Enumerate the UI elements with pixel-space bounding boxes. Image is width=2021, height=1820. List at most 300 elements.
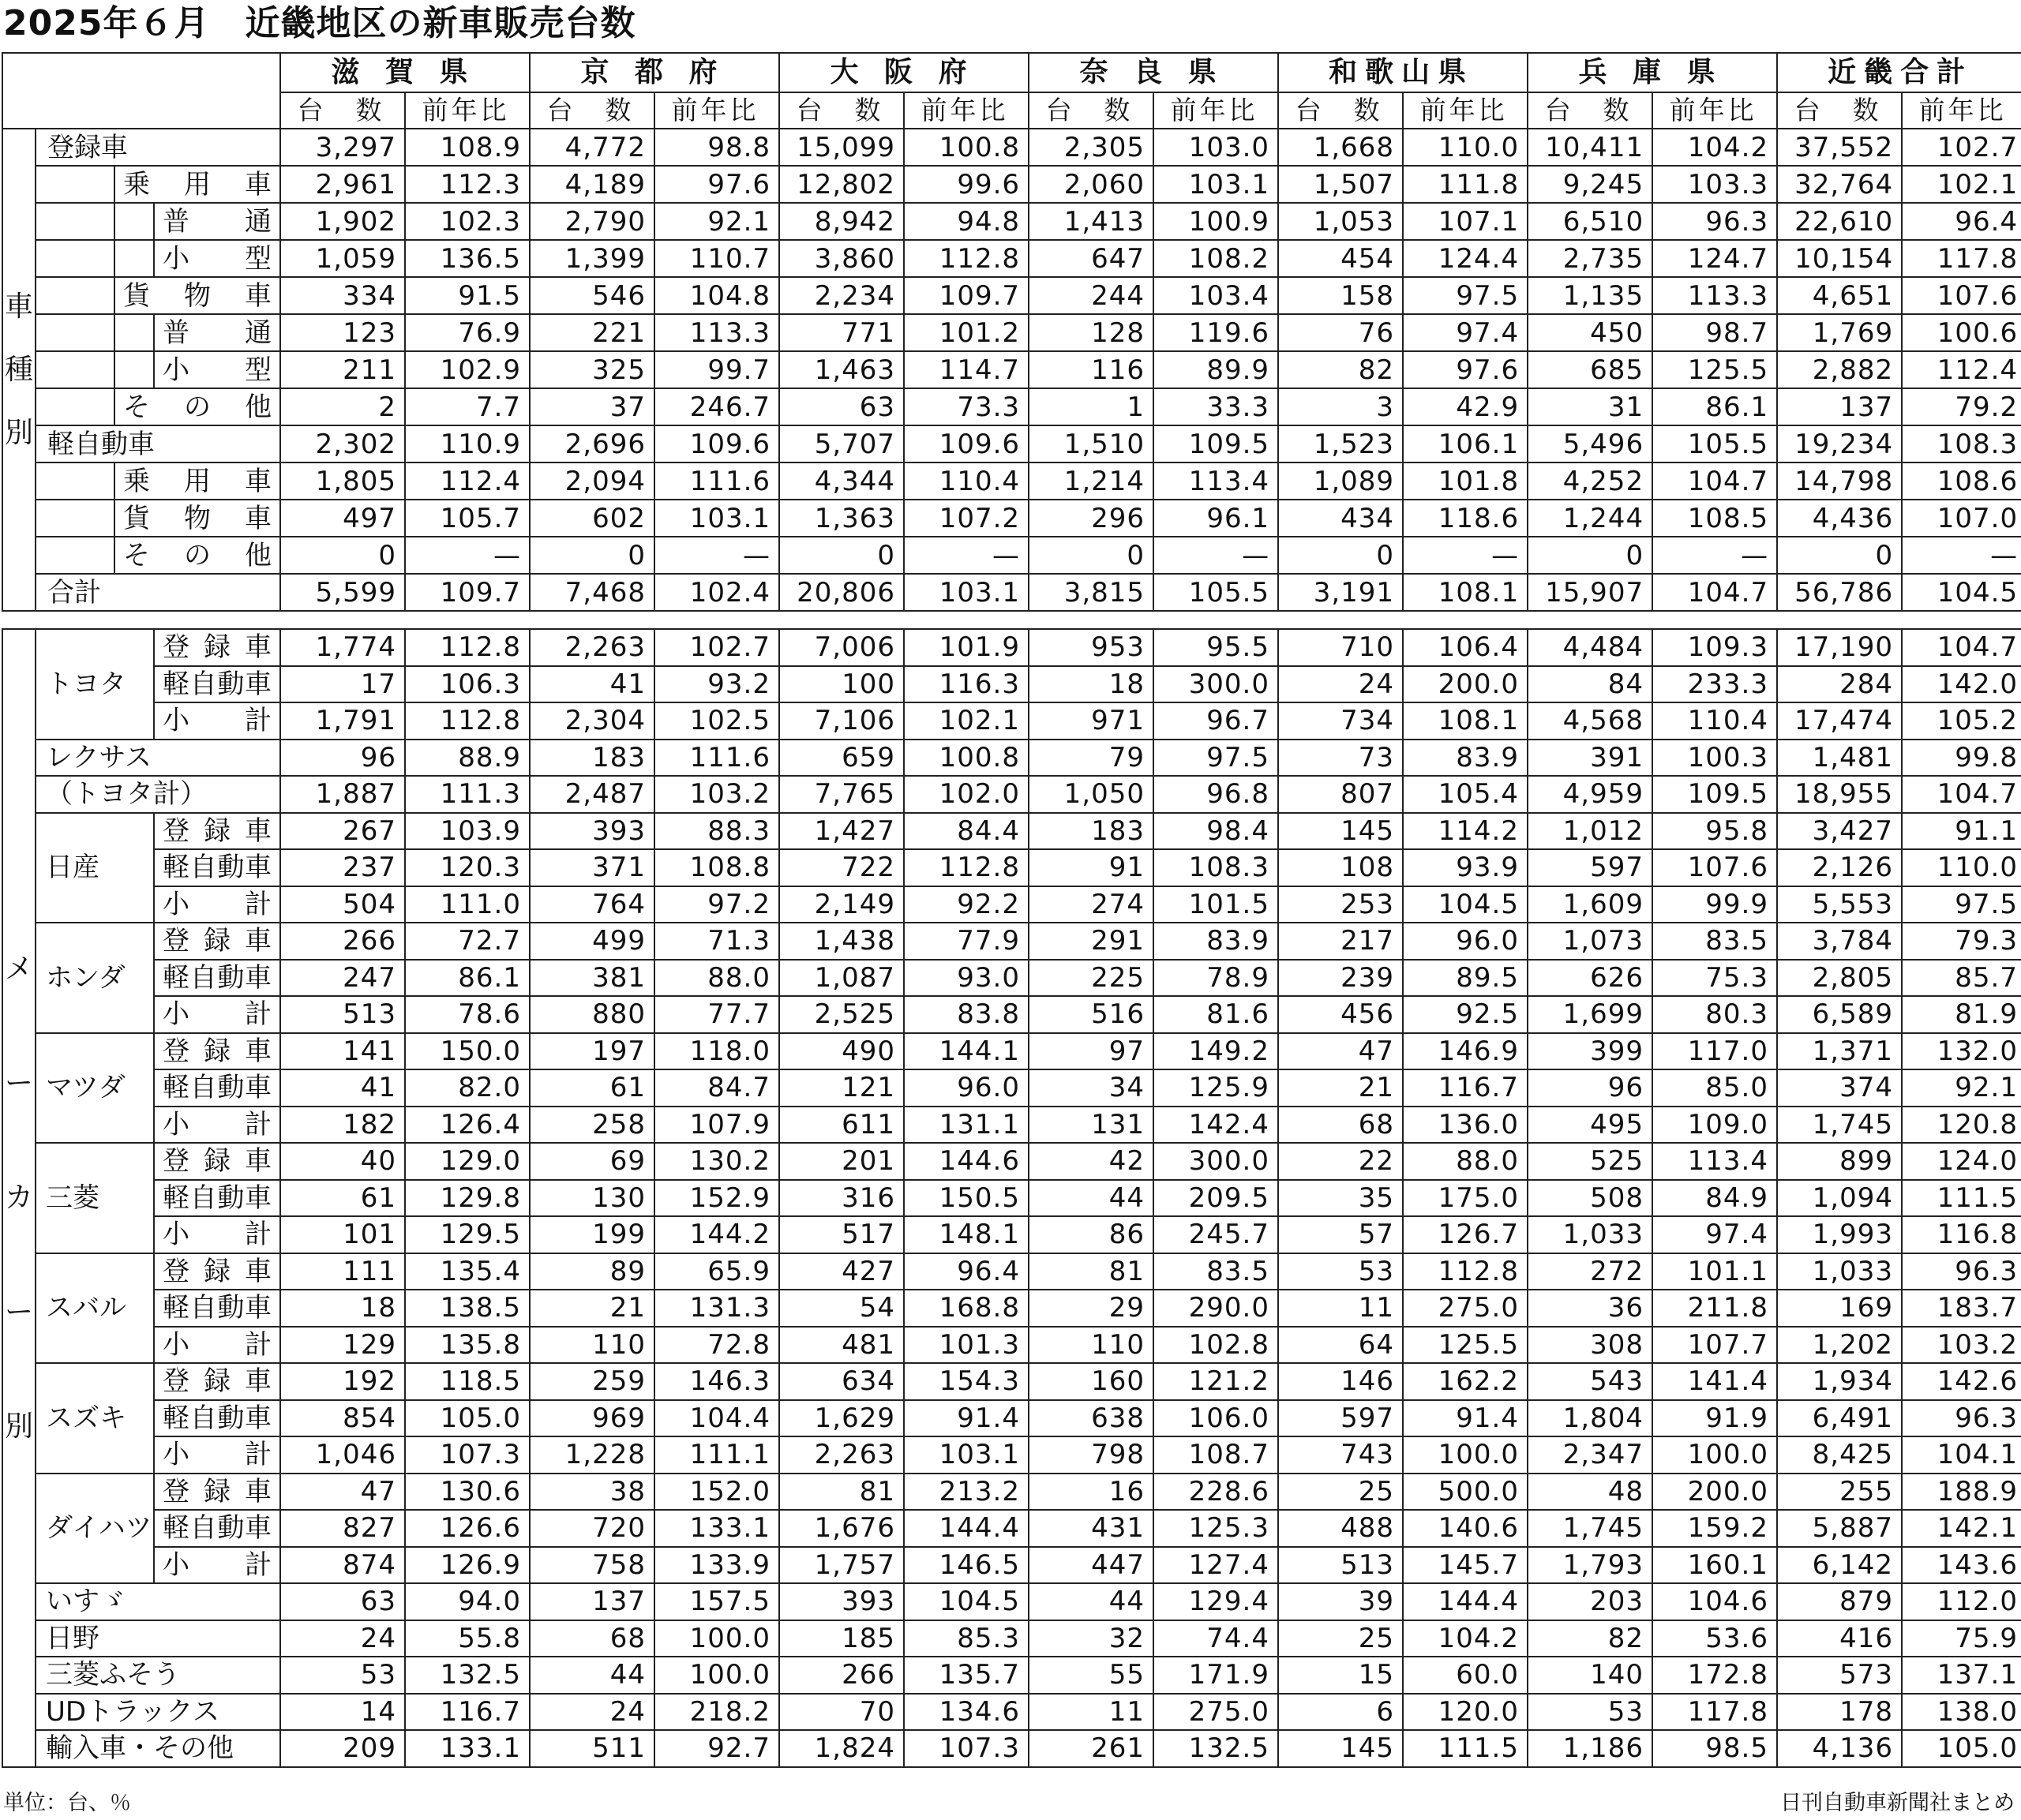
ratio-cell: 126.4: [405, 1107, 530, 1144]
units-cell: 217: [1278, 923, 1403, 960]
ratio-cell: 130.2: [654, 1143, 779, 1180]
ratio-cell: 102.0: [904, 776, 1029, 813]
vehicle-type-table: [2, 52, 2021, 612]
ratio-cell: 98.8: [654, 129, 779, 166]
units-cell: 1,438: [779, 923, 904, 960]
units-cell: 158: [1278, 277, 1403, 314]
units-cell: 57: [1278, 1216, 1403, 1253]
ratio-cell: 146.5: [904, 1547, 1029, 1584]
row-label-level1: 合計: [36, 574, 280, 611]
ratio-cell: 150.0: [405, 1033, 530, 1070]
sub-label: 軽自動車: [154, 1290, 280, 1327]
units-cell: 21: [1278, 1069, 1403, 1107]
ratio-cell: 120.3: [405, 849, 530, 886]
units-cell: 24: [280, 1620, 405, 1657]
sub-label: 登 録 車: [154, 1143, 280, 1180]
units-cell: 137: [530, 1583, 654, 1620]
ratio-cell: 112.8: [904, 240, 1029, 277]
indent-cell: [114, 203, 154, 240]
ratio-cell: 81.9: [1902, 996, 2021, 1033]
table-row: [2, 1474, 2021, 1511]
units-cell: 137: [1777, 388, 1902, 425]
ratio-cell: 79.3: [1902, 923, 2021, 960]
ratio-cell: 152.0: [654, 1474, 779, 1511]
units-cell: 56,786: [1777, 574, 1902, 611]
ratio-cell: 113.3: [654, 314, 779, 351]
ratio-cell: 105.0: [405, 1400, 530, 1437]
ratio-cell: 188.9: [1902, 1474, 2021, 1511]
maker-label: UDトラックス: [36, 1694, 280, 1731]
ratio-cell: 112.3: [405, 166, 530, 203]
units-cell: 497: [280, 500, 405, 537]
units-cell: 7,106: [779, 702, 904, 740]
units-cell: 128: [1029, 314, 1153, 351]
units-cell: 758: [530, 1547, 654, 1584]
units-cell: 1,228: [530, 1436, 654, 1474]
units-cell: 2,805: [1777, 960, 1902, 997]
units-cell: 1,089: [1278, 462, 1403, 500]
units-cell: 0: [779, 537, 904, 574]
units-cell: 96: [280, 740, 405, 777]
units-cell: 1,791: [280, 702, 405, 740]
ratio-cell: 154.3: [904, 1363, 1029, 1400]
units-cell: 0: [1777, 537, 1902, 574]
ratio-cell: 112.8: [904, 849, 1029, 886]
ratio-cell: 96.7: [1153, 702, 1278, 740]
ratio-cell: 133.9: [654, 1547, 779, 1584]
units-cell: 2,882: [1777, 351, 1902, 388]
ratio-cell: —: [405, 537, 530, 574]
side-label-char: ー: [4, 1067, 33, 1100]
ratio-cell: 105.4: [1403, 776, 1528, 813]
maker-label: ダイハツ: [36, 1474, 154, 1584]
ratio-cell: 108.6: [1902, 462, 2021, 500]
units-cell: 1,202: [1777, 1327, 1902, 1364]
units-cell: 29: [1029, 1290, 1153, 1327]
ratio-cell: 103.1: [1153, 166, 1278, 203]
units-cell: 7,765: [779, 776, 904, 813]
sub-label: 登 録 車: [154, 923, 280, 960]
row-label-level2: そ の 他: [114, 388, 280, 425]
ratio-cell: 72.7: [405, 923, 530, 960]
units-cell: 602: [530, 500, 654, 537]
units-cell: 880: [530, 996, 654, 1033]
ratio-cell: 103.9: [405, 813, 530, 850]
units-cell: 1,934: [1777, 1363, 1902, 1400]
indent-cell: [36, 462, 114, 500]
ratio-cell: 126.7: [1403, 1216, 1528, 1253]
ratio-cell: 92.5: [1403, 996, 1528, 1033]
header-units: 台 数: [1278, 92, 1403, 129]
units-cell: 517: [779, 1216, 904, 1253]
units-cell: 6,491: [1777, 1400, 1902, 1437]
units-cell: 2,060: [1029, 166, 1153, 203]
units-cell: 1,887: [280, 776, 405, 813]
units-cell: 2,347: [1528, 1436, 1652, 1474]
ratio-cell: 106.3: [405, 666, 530, 703]
ratio-cell: 101.9: [904, 629, 1029, 666]
units-cell: 0: [1029, 537, 1153, 574]
side-label-char: 種: [4, 353, 33, 386]
units-cell: 22,610: [1777, 203, 1902, 240]
table-row: [2, 960, 2021, 997]
units-cell: 2,234: [779, 277, 904, 314]
table-row: [2, 166, 2021, 203]
indent-cell: [36, 166, 114, 203]
units-cell: 5,553: [1777, 886, 1902, 923]
ratio-cell: 124.0: [1902, 1143, 2021, 1180]
ratio-cell: 110.0: [1403, 129, 1528, 166]
header-ratio: 前年比: [1403, 92, 1528, 129]
ratio-cell: 133.1: [654, 1510, 779, 1547]
table-row: [2, 351, 2021, 388]
ratio-cell: 129.8: [405, 1180, 530, 1217]
ratio-cell: 110.9: [405, 425, 530, 462]
units-cell: 110: [1029, 1327, 1153, 1364]
units-cell: 5,496: [1528, 425, 1652, 462]
units-cell: 481: [779, 1327, 904, 1364]
units-cell: 41: [280, 1069, 405, 1107]
units-cell: 63: [280, 1583, 405, 1620]
ratio-cell: 117.8: [1902, 240, 2021, 277]
units-cell: 63: [779, 388, 904, 425]
units-cell: 710: [1278, 629, 1403, 666]
units-cell: 1,481: [1777, 740, 1902, 777]
ratio-cell: 93.9: [1403, 849, 1528, 886]
units-cell: 221: [530, 314, 654, 351]
ratio-cell: 125.5: [1652, 351, 1777, 388]
sub-label: 小 計: [154, 1547, 280, 1584]
table-row: [2, 1363, 2021, 1400]
ratio-cell: 104.7: [1652, 574, 1777, 611]
ratio-cell: 79.2: [1902, 388, 2021, 425]
units-cell: 284: [1777, 666, 1902, 703]
ratio-cell: 136.5: [405, 240, 530, 277]
units-cell: 14,798: [1777, 462, 1902, 500]
ratio-cell: 97.2: [654, 886, 779, 923]
ratio-cell: 74.4: [1153, 1620, 1278, 1657]
ratio-cell: 104.4: [654, 1400, 779, 1437]
units-cell: 499: [530, 923, 654, 960]
units-cell: 1,523: [1278, 425, 1403, 462]
ratio-cell: 100.0: [1652, 1436, 1777, 1474]
ratio-cell: 126.6: [405, 1510, 530, 1547]
units-cell: 3,815: [1029, 574, 1153, 611]
units-cell: 634: [779, 1363, 904, 1400]
header-prefecture: 奈 良 県: [1029, 53, 1278, 92]
units-cell: 2,790: [530, 203, 654, 240]
indent-cell: [36, 388, 114, 425]
units-cell: 247: [280, 960, 405, 997]
units-cell: 798: [1029, 1436, 1153, 1474]
units-cell: 160: [1029, 1363, 1153, 1400]
units-cell: 7,006: [779, 629, 904, 666]
units-cell: 4,136: [1777, 1730, 1902, 1767]
ratio-cell: 110.4: [904, 462, 1029, 500]
ratio-cell: 107.7: [1652, 1327, 1777, 1364]
ratio-cell: —: [904, 537, 1029, 574]
ratio-cell: 81.6: [1153, 996, 1278, 1033]
table-row: [2, 666, 2021, 703]
units-cell: 47: [1278, 1033, 1403, 1070]
units-cell: 108: [1278, 849, 1403, 886]
units-cell: 211: [280, 351, 405, 388]
units-cell: 1,757: [779, 1547, 904, 1584]
table-row: [2, 1216, 2021, 1253]
ratio-cell: 300.0: [1153, 666, 1278, 703]
units-cell: 81: [1029, 1253, 1153, 1290]
ratio-cell: 118.5: [405, 1363, 530, 1400]
ratio-cell: 112.8: [405, 702, 530, 740]
units-cell: 0: [1278, 537, 1403, 574]
ratio-cell: 60.0: [1403, 1657, 1528, 1694]
ratio-cell: 103.4: [1153, 277, 1278, 314]
ratio-cell: 275.0: [1403, 1290, 1528, 1327]
table-row: [2, 1033, 2021, 1070]
units-cell: 225: [1029, 960, 1153, 997]
units-cell: 37: [530, 388, 654, 425]
table-row: [2, 203, 2021, 240]
sub-label: 軽自動車: [154, 1510, 280, 1547]
ratio-cell: 109.6: [654, 425, 779, 462]
table-row: [2, 996, 2021, 1033]
ratio-cell: 160.1: [1652, 1547, 1777, 1584]
units-cell: 121: [779, 1069, 904, 1107]
units-cell: 1,413: [1029, 203, 1153, 240]
ratio-cell: 218.2: [654, 1694, 779, 1731]
maker-label: スバル: [36, 1253, 154, 1364]
ratio-cell: 104.6: [1652, 1583, 1777, 1620]
units-cell: 854: [280, 1400, 405, 1437]
units-cell: 15,099: [779, 129, 904, 166]
indent-cell: [114, 240, 154, 277]
units-cell: 4,436: [1777, 500, 1902, 537]
units-cell: 7,468: [530, 574, 654, 611]
units-cell: 259: [530, 1363, 654, 1400]
units-cell: 82: [1278, 351, 1403, 388]
ratio-cell: 7.7: [405, 388, 530, 425]
ratio-cell: 172.8: [1652, 1657, 1777, 1694]
ratio-cell: 126.9: [405, 1547, 530, 1584]
ratio-cell: 129.4: [1153, 1583, 1278, 1620]
units-cell: 267: [280, 813, 405, 850]
sub-label: 小 計: [154, 1327, 280, 1364]
units-cell: 325: [530, 351, 654, 388]
row-label-level2: 乗 用 車: [114, 166, 280, 203]
table-row: [2, 1290, 2021, 1327]
row-label-level1: 登録車: [36, 129, 280, 166]
units-cell: 145: [1278, 1730, 1403, 1767]
units-cell: 513: [280, 996, 405, 1033]
units-cell: 35: [1278, 1180, 1403, 1217]
units-cell: 37,552: [1777, 129, 1902, 166]
maker-label: 三菱ふそう: [36, 1657, 280, 1694]
units-cell: 6,589: [1777, 996, 1902, 1033]
ratio-cell: 96.1: [1153, 500, 1278, 537]
ratio-cell: 55.8: [405, 1620, 530, 1657]
units-cell: 84: [1528, 666, 1652, 703]
units-cell: 131: [1029, 1107, 1153, 1144]
ratio-cell: 99.9: [1652, 886, 1777, 923]
table-row: [2, 537, 2021, 574]
ratio-cell: —: [1902, 537, 2021, 574]
ratio-cell: 119.6: [1153, 314, 1278, 351]
units-cell: 1,805: [280, 462, 405, 500]
ratio-cell: 53.6: [1652, 1620, 1777, 1657]
units-cell: 86: [1029, 1216, 1153, 1253]
ratio-cell: 157.5: [654, 1583, 779, 1620]
ratio-cell: 137.1: [1902, 1657, 2021, 1694]
ratio-cell: 84.7: [654, 1069, 779, 1107]
units-cell: 272: [1528, 1253, 1652, 1290]
units-cell: 209: [280, 1730, 405, 1767]
header-ratio: 前年比: [904, 92, 1029, 129]
ratio-cell: 109.7: [904, 277, 1029, 314]
ratio-cell: 109.3: [1652, 629, 1777, 666]
ratio-cell: 93.0: [904, 960, 1029, 997]
units-cell: 17,190: [1777, 629, 1902, 666]
ratio-cell: 107.3: [904, 1730, 1029, 1767]
row-label-level2: 乗 用 車: [114, 462, 280, 500]
table-row: [2, 240, 2021, 277]
units-cell: 597: [1528, 849, 1652, 886]
units-cell: 261: [1029, 1730, 1153, 1767]
units-cell: 129: [280, 1327, 405, 1364]
units-cell: 2,961: [280, 166, 405, 203]
units-cell: 4,484: [1528, 629, 1652, 666]
ratio-cell: 83.5: [1652, 923, 1777, 960]
units-cell: 123: [280, 314, 405, 351]
ratio-cell: 99.7: [654, 351, 779, 388]
ratio-cell: 145.7: [1403, 1547, 1528, 1584]
ratio-cell: 142.1: [1902, 1510, 2021, 1547]
units-cell: 1,774: [280, 629, 405, 666]
units-cell: 447: [1029, 1547, 1153, 1584]
units-cell: 1,463: [779, 351, 904, 388]
ratio-cell: 133.1: [405, 1730, 530, 1767]
units-cell: 685: [1528, 351, 1652, 388]
maker-label: レクサス: [36, 740, 280, 777]
ratio-cell: 77.7: [654, 996, 779, 1033]
ratio-cell: 108.9: [405, 129, 530, 166]
units-cell: 2,094: [530, 462, 654, 500]
ratio-cell: 275.0: [1153, 1694, 1278, 1731]
units-cell: 391: [1528, 740, 1652, 777]
ratio-cell: 75.3: [1652, 960, 1777, 997]
units-cell: 36: [1528, 1290, 1652, 1327]
ratio-cell: 98.7: [1652, 314, 1777, 351]
units-cell: 19,234: [1777, 425, 1902, 462]
ratio-cell: 105.5: [1652, 425, 1777, 462]
ratio-cell: 104.5: [904, 1583, 1029, 1620]
ratio-cell: 135.4: [405, 1253, 530, 1290]
ratio-cell: 75.9: [1902, 1620, 2021, 1657]
header-units: 台 数: [280, 92, 405, 129]
units-cell: 771: [779, 314, 904, 351]
units-cell: 720: [530, 1510, 654, 1547]
ratio-cell: 103.2: [654, 776, 779, 813]
table-row: [2, 1327, 2021, 1364]
units-cell: 734: [1278, 702, 1403, 740]
units-cell: 2,263: [530, 629, 654, 666]
units-cell: 546: [530, 277, 654, 314]
units-cell: 4,344: [779, 462, 904, 500]
ratio-cell: 117.0: [1652, 1033, 1777, 1070]
ratio-cell: 84.9: [1652, 1180, 1777, 1217]
units-cell: 722: [779, 849, 904, 886]
units-cell: 4,651: [1777, 277, 1902, 314]
units-cell: 874: [280, 1547, 405, 1584]
units-cell: 97: [1029, 1033, 1153, 1070]
units-cell: 141: [280, 1033, 405, 1070]
ratio-cell: 125.9: [1153, 1069, 1278, 1107]
ratio-cell: 116.8: [1902, 1216, 2021, 1253]
units-cell: 14: [280, 1694, 405, 1731]
units-cell: 399: [1528, 1033, 1652, 1070]
header-row-sub: [2, 92, 2021, 129]
maker-label: スズキ: [36, 1363, 154, 1474]
ratio-cell: 105.5: [1153, 574, 1278, 611]
ratio-cell: 112.4: [405, 462, 530, 500]
sub-label: 登 録 車: [154, 1474, 280, 1511]
ratio-cell: 118.0: [654, 1033, 779, 1070]
units-cell: 2,263: [779, 1436, 904, 1474]
units-cell: 11: [1029, 1694, 1153, 1731]
units-cell: 1: [1029, 388, 1153, 425]
maker-label: 輸入車・その他: [36, 1730, 280, 1767]
sub-label: 登 録 車: [154, 1363, 280, 1400]
table-row: [2, 1253, 2021, 1290]
units-cell: 2,126: [1777, 849, 1902, 886]
maker-label: 日産: [36, 813, 154, 923]
header-units: 台 数: [1029, 92, 1153, 129]
table-row: [2, 886, 2021, 923]
ratio-cell: —: [1652, 537, 1777, 574]
ratio-cell: 111.3: [405, 776, 530, 813]
ratio-cell: 103.0: [1153, 129, 1278, 166]
sub-label: 軽自動車: [154, 960, 280, 997]
ratio-cell: 108.1: [1403, 574, 1528, 611]
ratio-cell: 111.5: [1902, 1180, 2021, 1217]
ratio-cell: 109.6: [904, 425, 1029, 462]
ratio-cell: 110.4: [1652, 702, 1777, 740]
units-cell: 1,399: [530, 240, 654, 277]
units-cell: 4,959: [1528, 776, 1652, 813]
ratio-cell: 102.5: [654, 702, 779, 740]
side-label-maker: [2, 629, 36, 1767]
sub-label: 軽自動車: [154, 1069, 280, 1107]
ratio-cell: 99.8: [1902, 740, 2021, 777]
units-cell: 431: [1029, 1510, 1153, 1547]
ratio-cell: 108.5: [1652, 500, 1777, 537]
units-cell: 178: [1777, 1694, 1902, 1731]
ratio-cell: 102.3: [405, 203, 530, 240]
ratio-cell: 105.7: [405, 500, 530, 537]
ratio-cell: 97.4: [1403, 314, 1528, 351]
units-cell: 1,073: [1528, 923, 1652, 960]
ratio-cell: —: [1153, 537, 1278, 574]
units-cell: 490: [779, 1033, 904, 1070]
ratio-cell: 96.3: [1652, 203, 1777, 240]
ratio-cell: 100.0: [1403, 1436, 1528, 1474]
ratio-cell: 92.2: [904, 886, 1029, 923]
units-cell: 495: [1528, 1107, 1652, 1144]
units-cell: 393: [530, 813, 654, 850]
units-cell: 416: [1777, 1620, 1902, 1657]
ratio-cell: 102.1: [1902, 166, 2021, 203]
units-cell: 21: [530, 1290, 654, 1327]
table-row: [2, 129, 2021, 166]
